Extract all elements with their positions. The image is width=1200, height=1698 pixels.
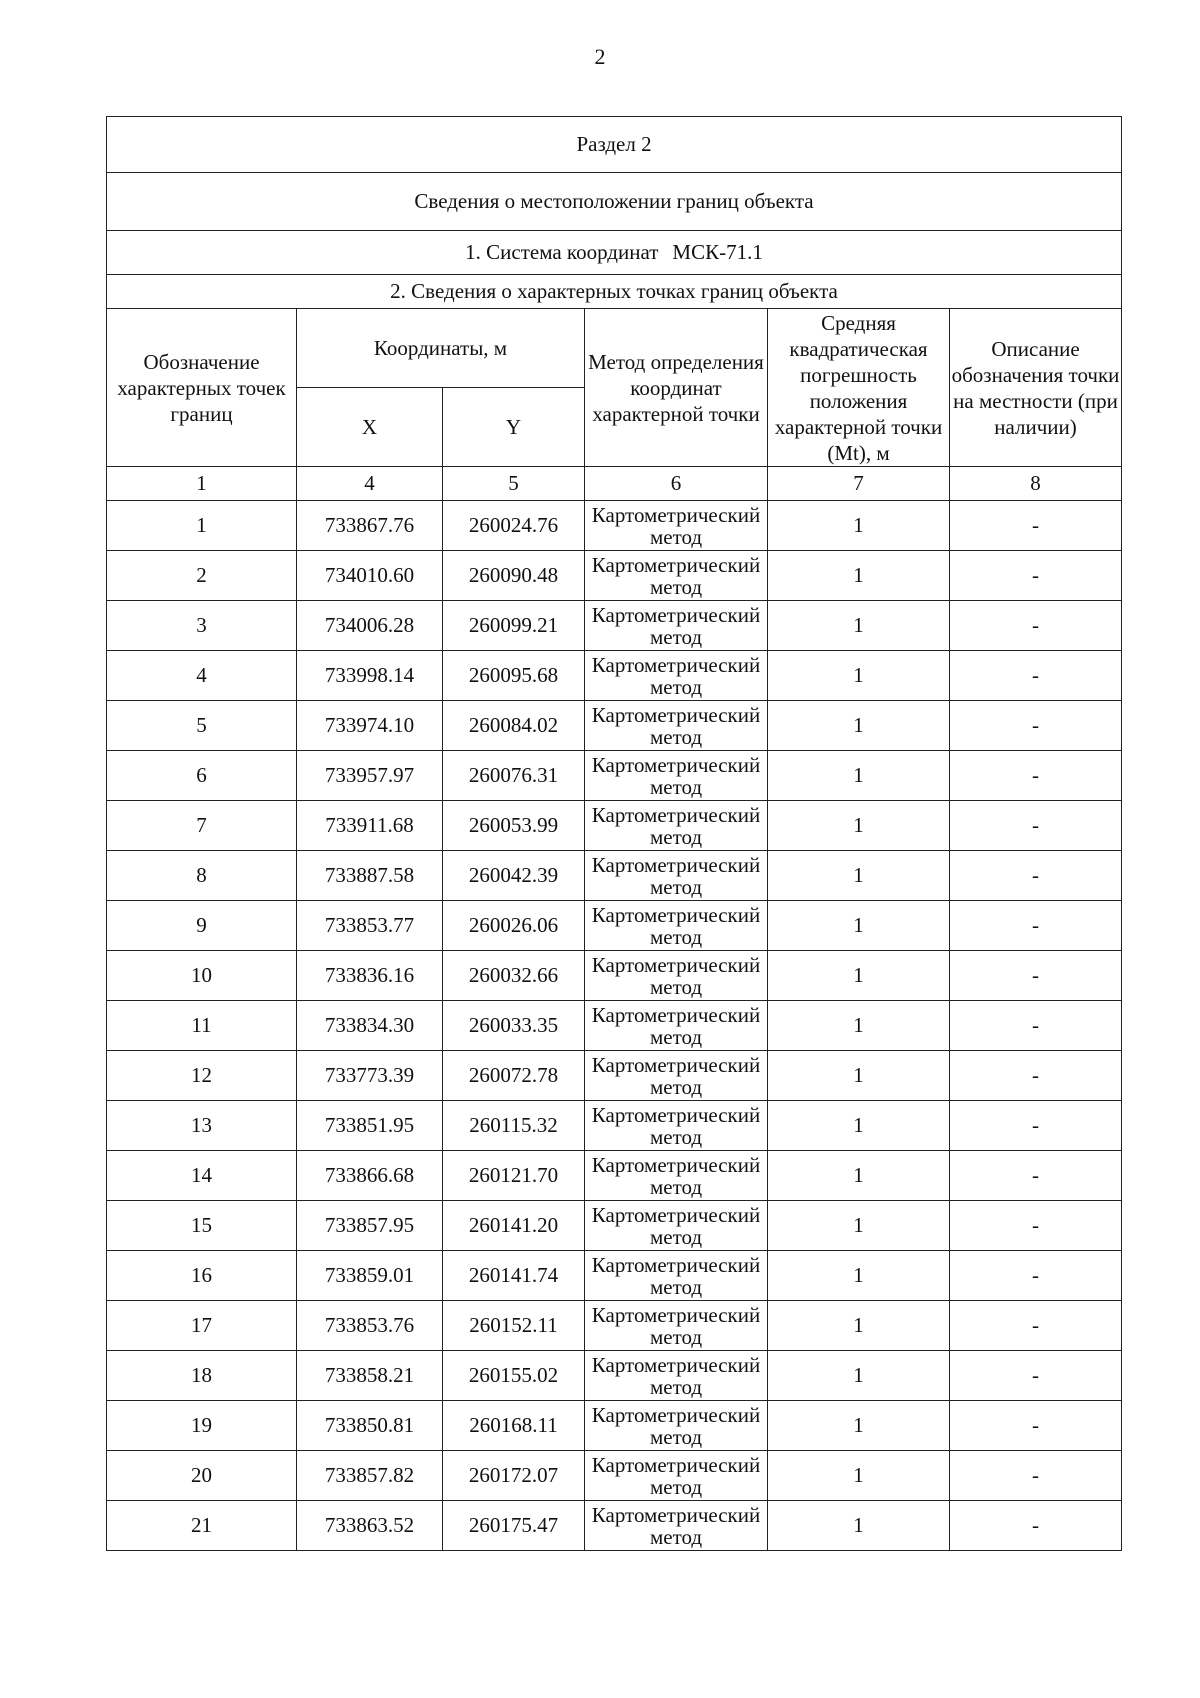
table-row [107, 1501, 1122, 1551]
table-row [107, 551, 1122, 601]
method-line-2: метод [649, 974, 703, 999]
error-value: 1 [768, 851, 950, 901]
point-description: - [950, 1301, 1122, 1351]
coord-y: 260141.74 [443, 1251, 585, 1301]
table-row [107, 1001, 1122, 1051]
method [585, 1101, 768, 1151]
table-row [107, 901, 1122, 951]
method-line-2: метод [649, 1074, 703, 1099]
point-description: - [950, 751, 1122, 801]
coord-system-value: МСК-71.1 [672, 240, 763, 264]
method-line-2: метод [649, 1274, 703, 1299]
method-line-1: Картометрический [591, 1402, 761, 1427]
method-line-2: метод [649, 1024, 703, 1049]
point-id: 8 [107, 851, 297, 901]
point-id: 4 [107, 651, 297, 701]
method-line-1: Картометрический [591, 802, 761, 827]
table-row [107, 501, 1122, 551]
method [585, 1201, 768, 1251]
coord-y: 260026.06 [443, 901, 585, 951]
table-row [107, 1051, 1122, 1101]
coord-x: 733867.76 [297, 501, 443, 551]
method [585, 851, 768, 901]
point-description: - [950, 1501, 1122, 1551]
coord-x: 733887.58 [297, 851, 443, 901]
coord-y: 260042.39 [443, 851, 585, 901]
point-id: 3 [107, 601, 297, 651]
coord-x: 733850.81 [297, 1401, 443, 1451]
method-line-1: Картометрический [591, 952, 761, 977]
method-line-2: метод [649, 1174, 703, 1199]
method [585, 1451, 768, 1501]
point-id: 17 [107, 1301, 297, 1351]
table-row [107, 601, 1122, 651]
table-row [107, 751, 1122, 801]
coord-x: 733858.21 [297, 1351, 443, 1401]
table-row [107, 801, 1122, 851]
error-value: 1 [768, 1101, 950, 1151]
coord-system-label: 1. Система координат [465, 240, 659, 264]
table-row [107, 1151, 1122, 1201]
point-id: 2 [107, 551, 297, 601]
method-line-2: метод [649, 674, 703, 699]
point-id: 15 [107, 1201, 297, 1251]
method-line-1: Картометрический [591, 502, 761, 527]
column-number: 6 [585, 467, 768, 501]
table-row [107, 951, 1122, 1001]
coord-y: 260024.76 [443, 501, 585, 551]
method [585, 951, 768, 1001]
header-x: X [297, 388, 443, 467]
coord-x: 733998.14 [297, 651, 443, 701]
point-description: - [950, 951, 1122, 1001]
point-id: 12 [107, 1051, 297, 1101]
error-value: 1 [768, 801, 950, 851]
error-value: 1 [768, 1301, 950, 1351]
point-description: - [950, 1051, 1122, 1101]
method-line-1: Картометрический [591, 1152, 761, 1177]
header-method: Метод определения координат характерной точки [585, 309, 768, 467]
method-line-1: Картометрический [591, 1202, 761, 1227]
error-value: 1 [768, 1351, 950, 1401]
coord-y: 260095.68 [443, 651, 585, 701]
method [585, 501, 768, 551]
coord-y: 260072.78 [443, 1051, 585, 1101]
coord-x: 733834.30 [297, 1001, 443, 1051]
point-id: 5 [107, 701, 297, 751]
coord-x: 733863.52 [297, 1501, 443, 1551]
method [585, 1401, 768, 1451]
point-id: 6 [107, 751, 297, 801]
column-number: 7 [768, 467, 950, 501]
error-value: 1 [768, 701, 950, 751]
point-id: 9 [107, 901, 297, 951]
method-line-2: метод [649, 1424, 703, 1449]
error-value: 1 [768, 951, 950, 1001]
method-line-2: метод [649, 874, 703, 899]
column-number: 5 [443, 467, 585, 501]
table-row [107, 701, 1122, 751]
table-row [107, 1351, 1122, 1401]
method-line-1: Картометрический [591, 1452, 761, 1477]
error-value: 1 [768, 901, 950, 951]
method-line-1: Картометрический [591, 1502, 761, 1527]
coord-y: 260121.70 [443, 1151, 585, 1201]
table-row [107, 1201, 1122, 1251]
coord-y: 260084.02 [443, 701, 585, 751]
boundary-points-table [106, 116, 1122, 1551]
column-number: 8 [950, 467, 1122, 501]
error-value: 1 [768, 551, 950, 601]
point-description: - [950, 901, 1122, 951]
coord-x: 733853.76 [297, 1301, 443, 1351]
point-description: - [950, 1251, 1122, 1301]
coord-y: 260155.02 [443, 1351, 585, 1401]
table-row [107, 1251, 1122, 1301]
coord-y: 260152.11 [443, 1301, 585, 1351]
error-value: 1 [768, 501, 950, 551]
method-line-1: Картометрический [591, 752, 761, 777]
column-number: 4 [297, 467, 443, 501]
point-description: - [950, 1101, 1122, 1151]
method-line-1: Картометрический [591, 1002, 761, 1027]
method-line-2: метод [649, 1474, 703, 1499]
method-line-2: метод [649, 624, 703, 649]
page-number: 2 [594, 44, 606, 69]
method-line-1: Картометрический [591, 852, 761, 877]
header-designation: Обозначение характерных точек границ [107, 309, 297, 467]
point-description: - [950, 801, 1122, 851]
coord-x: 733859.01 [297, 1251, 443, 1301]
coord-x: 734010.60 [297, 551, 443, 601]
point-id: 21 [107, 1501, 297, 1551]
point-id: 10 [107, 951, 297, 1001]
coord-y: 260033.35 [443, 1001, 585, 1051]
error-value: 1 [768, 1401, 950, 1451]
error-value: 1 [768, 1201, 950, 1251]
method [585, 601, 768, 651]
point-id: 18 [107, 1351, 297, 1401]
point-description: - [950, 601, 1122, 651]
point-id: 13 [107, 1101, 297, 1151]
method-line-1: Картометрический [591, 1302, 761, 1327]
method-line-2: метод [649, 924, 703, 949]
error-value: 1 [768, 601, 950, 651]
table-row [107, 1101, 1122, 1151]
column-number: 1 [107, 467, 297, 501]
method-line-2: метод [649, 824, 703, 849]
coord-system-row [107, 231, 1122, 275]
error-value: 1 [768, 1501, 950, 1551]
coord-x: 733773.39 [297, 1051, 443, 1101]
method [585, 1251, 768, 1301]
method-line-1: Картометрический [591, 1352, 761, 1377]
point-description: - [950, 1151, 1122, 1201]
method-line-2: метод [649, 774, 703, 799]
point-description: - [950, 851, 1122, 901]
method [585, 801, 768, 851]
method-line-2: метод [649, 724, 703, 749]
error-value: 1 [768, 1251, 950, 1301]
method-line-2: метод [649, 1124, 703, 1149]
coord-y: 260172.07 [443, 1451, 585, 1501]
method-line-2: метод [649, 1324, 703, 1349]
method-line-2: метод [649, 524, 703, 549]
point-description: - [950, 1001, 1122, 1051]
error-value: 1 [768, 1001, 950, 1051]
coord-x: 733851.95 [297, 1101, 443, 1151]
coord-x: 733911.68 [297, 801, 443, 851]
method-line-1: Картометрический [591, 1252, 761, 1277]
table-row [107, 1451, 1122, 1501]
point-id: 20 [107, 1451, 297, 1501]
method [585, 1301, 768, 1351]
coord-x: 733857.95 [297, 1201, 443, 1251]
header-description: Описание обозначения точки на местности (при наличии) [950, 309, 1122, 467]
point-id: 11 [107, 1001, 297, 1051]
coord-y: 260168.11 [443, 1401, 585, 1451]
coord-y: 260076.31 [443, 751, 585, 801]
header-error: Средняя квадратическая погрешность положения характерной точки (Mt), м [768, 309, 950, 467]
method [585, 1151, 768, 1201]
coord-y: 260099.21 [443, 601, 585, 651]
point-description: - [950, 1451, 1122, 1501]
point-id: 19 [107, 1401, 297, 1451]
method-line-1: Картометрический [591, 902, 761, 927]
method [585, 1051, 768, 1101]
coord-y: 260175.47 [443, 1501, 585, 1551]
point-description: - [950, 1201, 1122, 1251]
error-value: 1 [768, 1051, 950, 1101]
method-line-1: Картометрический [591, 702, 761, 727]
error-value: 1 [768, 751, 950, 801]
coord-x: 733957.97 [297, 751, 443, 801]
coord-y: 260090.48 [443, 551, 585, 601]
method-line-2: метод [649, 1524, 703, 1549]
method-line-1: Картометрический [591, 602, 761, 627]
header-y: Y [443, 388, 585, 467]
coord-x: 733836.16 [297, 951, 443, 1001]
points-caption: 2. Сведения о характерных точках границ объекта [107, 275, 1122, 309]
coord-y: 260053.99 [443, 801, 585, 851]
point-id: 16 [107, 1251, 297, 1301]
coord-y: 260032.66 [443, 951, 585, 1001]
coord-x: 734006.28 [297, 601, 443, 651]
method [585, 551, 768, 601]
coord-x: 733857.82 [297, 1451, 443, 1501]
method [585, 1351, 768, 1401]
table-row [107, 1401, 1122, 1451]
point-description: - [950, 1351, 1122, 1401]
coord-x: 733974.10 [297, 701, 443, 751]
point-description: - [950, 1401, 1122, 1451]
method-line-1: Картометрический [591, 652, 761, 677]
method-line-1: Картометрический [591, 552, 761, 577]
table-row [107, 1301, 1122, 1351]
point-description: - [950, 701, 1122, 751]
section-title: Раздел 2 [107, 117, 1122, 173]
error-value: 1 [768, 1151, 950, 1201]
error-value: 1 [768, 651, 950, 701]
method-line-1: Картометрический [591, 1102, 761, 1127]
coord-x: 733853.77 [297, 901, 443, 951]
method [585, 751, 768, 801]
method [585, 1501, 768, 1551]
section-subtitle: Сведения о местоположении границ объекта [107, 173, 1122, 231]
coord-x: 733866.68 [297, 1151, 443, 1201]
point-id: 1 [107, 501, 297, 551]
table-row [107, 651, 1122, 701]
point-description: - [950, 501, 1122, 551]
error-value: 1 [768, 1451, 950, 1501]
method-line-2: метод [649, 1224, 703, 1249]
method-line-2: метод [649, 1374, 703, 1399]
point-description: - [950, 651, 1122, 701]
coord-y: 260115.32 [443, 1101, 585, 1151]
method-line-2: метод [649, 574, 703, 599]
coord-y: 260141.20 [443, 1201, 585, 1251]
method [585, 701, 768, 751]
table-row [107, 851, 1122, 901]
point-description: - [950, 551, 1122, 601]
method [585, 651, 768, 701]
method-line-1: Картометрический [591, 1052, 761, 1077]
method [585, 1001, 768, 1051]
header-coordinates: Координаты, м [297, 309, 585, 388]
point-id: 14 [107, 1151, 297, 1201]
point-id: 7 [107, 801, 297, 851]
method [585, 901, 768, 951]
